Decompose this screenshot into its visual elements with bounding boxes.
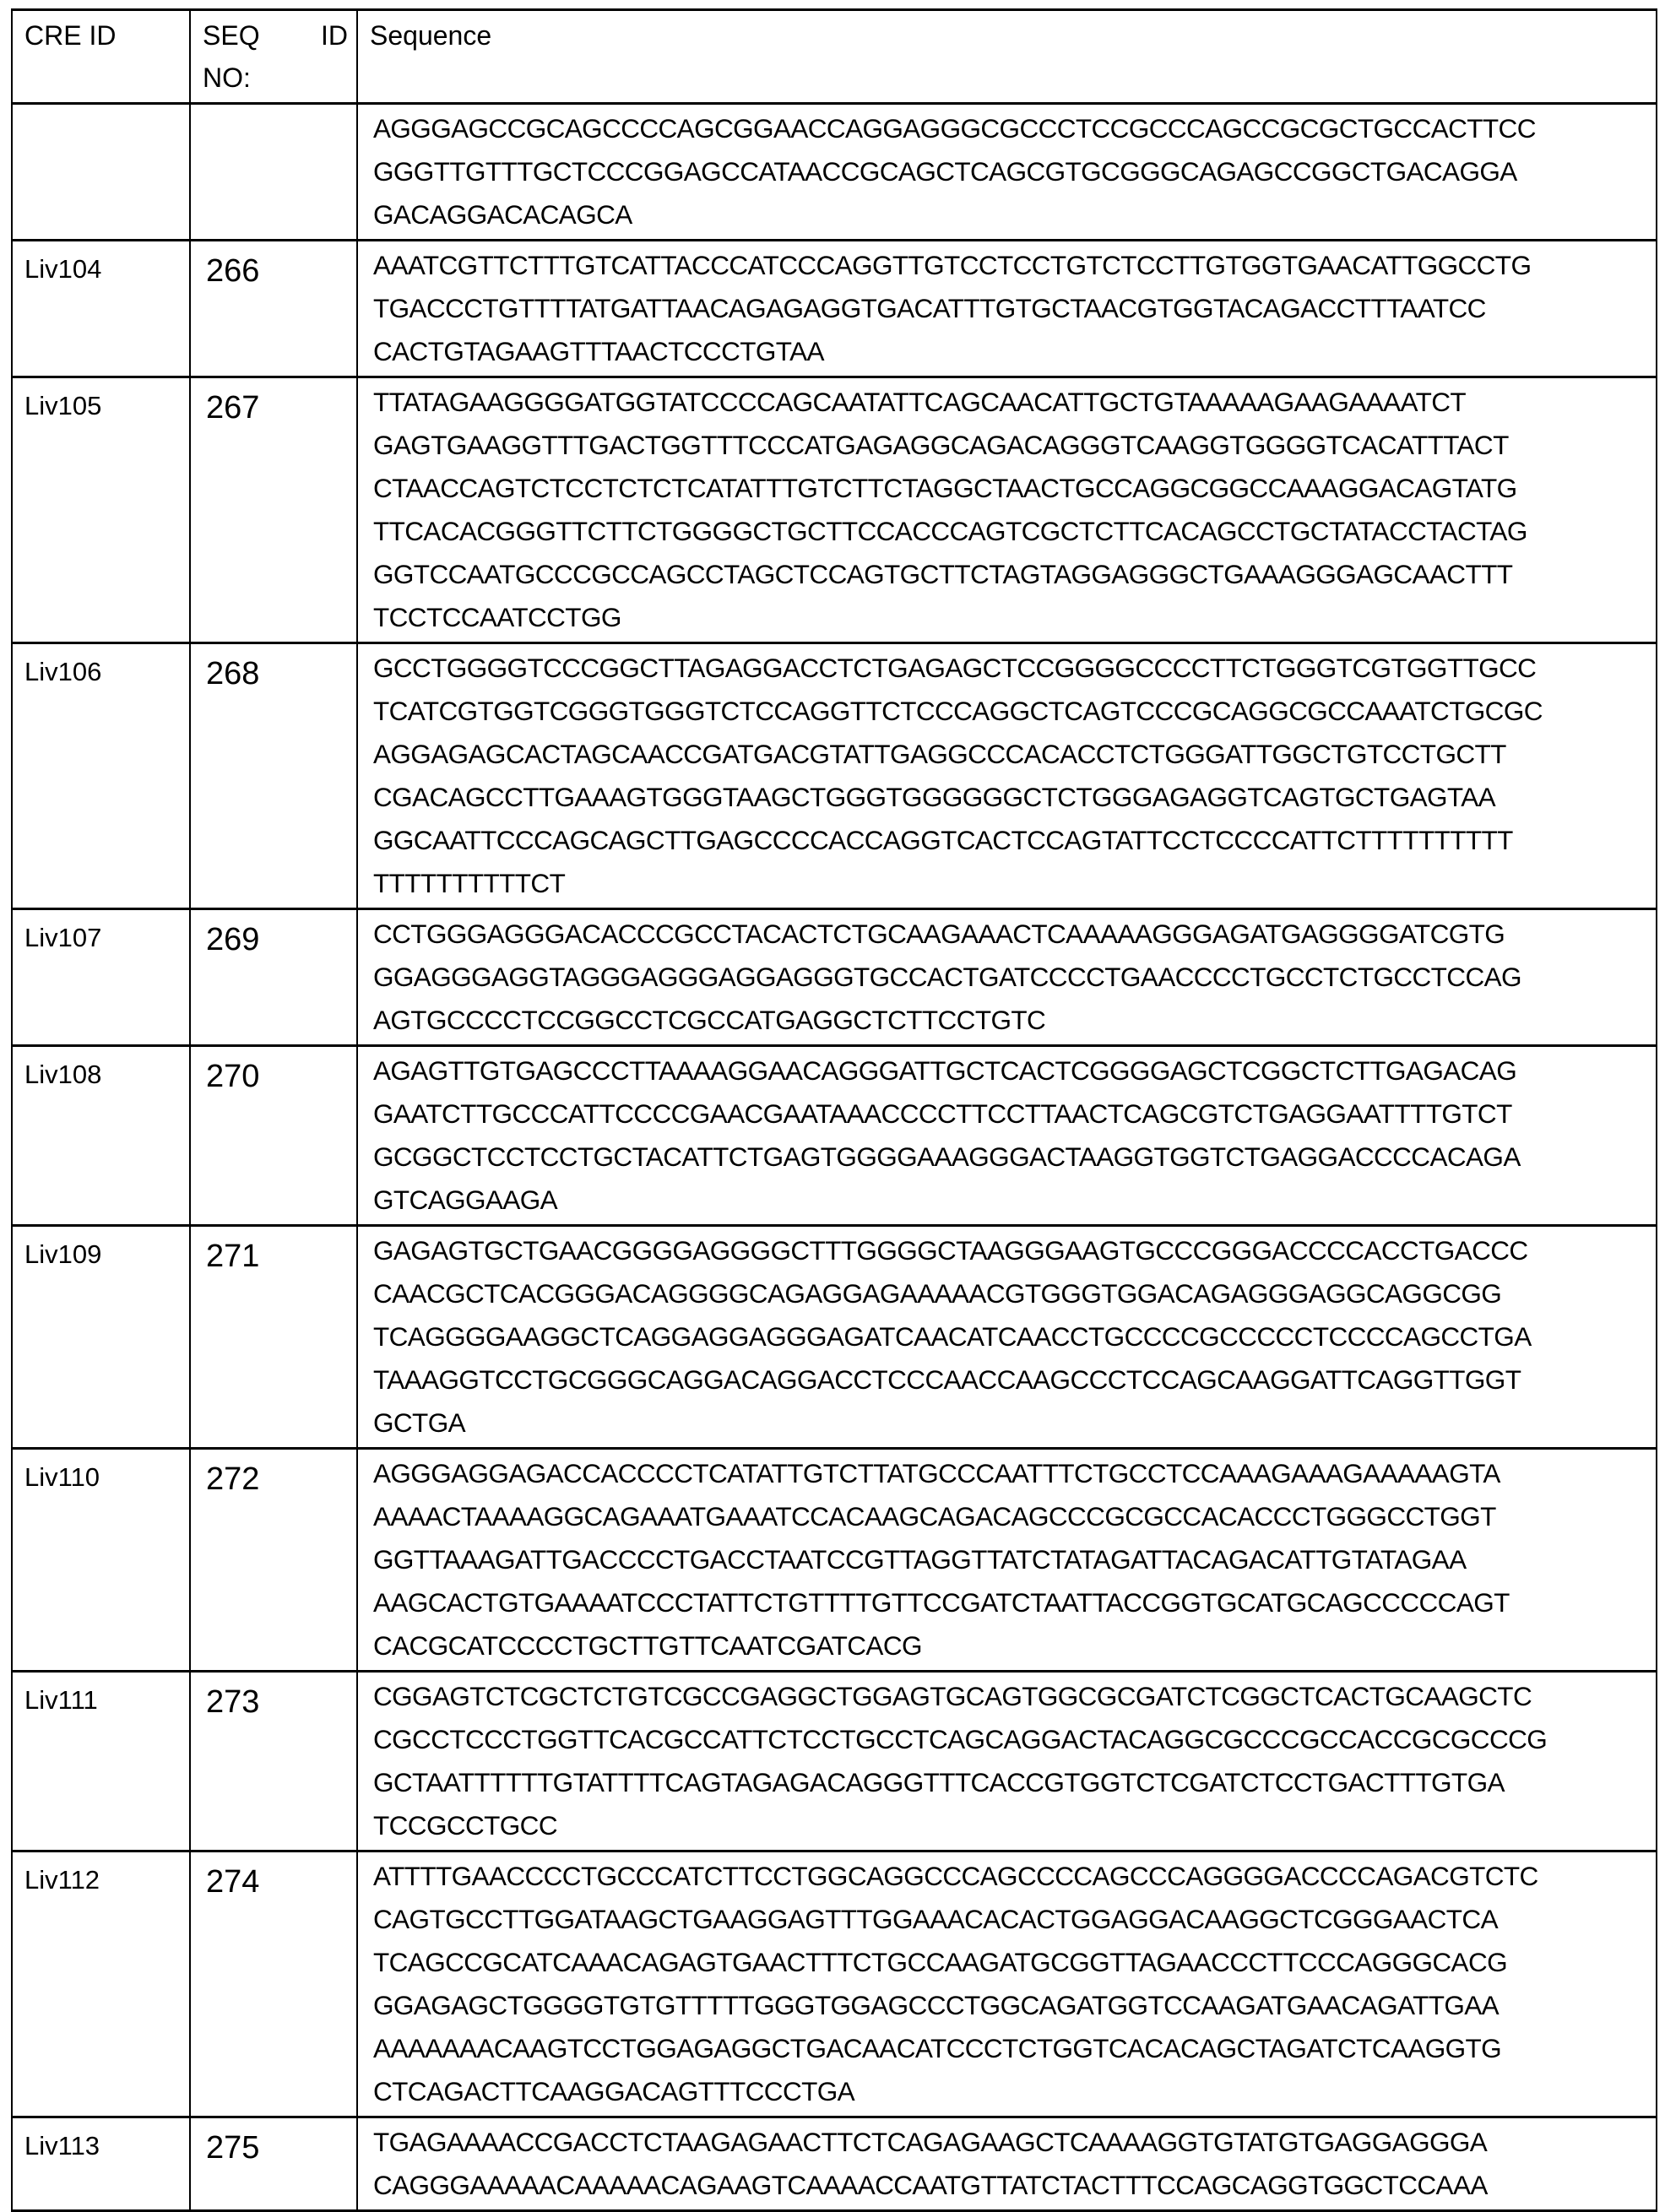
- cre-id-cell: Liv106: [12, 643, 190, 909]
- cre-id-cell: Liv113: [12, 2117, 190, 2211]
- sequence-cell: [357, 1226, 1657, 1449]
- sequence-line: TCATCGTGGTCGGGTGGGTCTCCAGGTTCTCCCAGGCTCAGTCCCGCAGGCGCCAAATCTGCGC: [373, 690, 1647, 733]
- table-header-row: [12, 10, 1657, 104]
- sequence-line: AAGCACTGTGAAAATCCCTATTCTGTTTTGTTCCGATCTAATTACCGGTGCATGCAGCCCCCAGT: [373, 1581, 1647, 1624]
- sequence-line: CGACAGCCTTGAAAGTGGGTAAGCTGGGTGGGGGGCTCTGGGAGAGGTCAGTGCTGAGTAA: [373, 776, 1647, 819]
- sequence-line: GGAGGGAGGTAGGGAGGGAGGAGGGTGCCACTGATCCCCTGAACCCCTGCCTCTGCCTCCAG: [373, 956, 1647, 999]
- header-id-label: ID: [321, 14, 348, 57]
- sequence-cell: [357, 1449, 1657, 1672]
- seq-id-no-cell: 273: [190, 1672, 357, 1851]
- cre-id-cell: Liv104: [12, 241, 190, 377]
- cre-id-cell: Liv107: [12, 909, 190, 1046]
- cre-id-cell: Liv111: [12, 1672, 190, 1851]
- sequence-line: TTATAGAAGGGGATGGTATCCCCAGCAATATTCAGCAACATTGCTGTAAAAAGAAGAAAATCT: [373, 381, 1647, 424]
- cre-id-cell: Liv105: [12, 377, 190, 643]
- sequence-line: GTCAGGAAGA: [373, 1179, 1647, 1222]
- sequence-cell: [357, 1046, 1657, 1226]
- table-row: [12, 643, 1657, 909]
- seq-id-no-cell: 266: [190, 241, 357, 377]
- sequence-line: GCCTGGGGTCCCGGCTTAGAGGACCTCTGAGAGCTCCGGGGCCCCTTCTGGGTCGTGGTTGCC: [373, 647, 1647, 690]
- sequence-line: GGAGAGCTGGGGTGTGTTTTTGGGTGGAGCCCTGGCAGATGGTCCAAGATGAACAGATTGAA: [373, 1984, 1647, 2027]
- sequence-line: CTCAGACTTCAAGGACAGTTTCCCTGA: [373, 2070, 1647, 2113]
- sequence-line: CACTGTAGAAGTTTAACTCCCTGTAA: [373, 330, 1647, 373]
- table-row: [12, 1046, 1657, 1226]
- seq-id-no-cell: 270: [190, 1046, 357, 1226]
- sequence-line: AGTGCCCCTCCGGCCTCGCCATGAGGCTCTTCCTGTC: [373, 999, 1647, 1042]
- header-sequence: Sequence: [357, 10, 1657, 104]
- sequence-line: TGAGAAAACCGACCTCTAAGAGAACTTCTCAGAGAAGCTCAAAAGGTGTATGTGAGGAGGGA: [373, 2121, 1647, 2164]
- cre-id-cell: Liv112: [12, 1851, 190, 2117]
- sequence-line: GAATCTTGCCCATTCCCCGAACGAATAAACCCCTTCCTTAACTCAGCGTCTGAGGAATTTTGTCT: [373, 1092, 1647, 1136]
- seq-id-no-cell: 267: [190, 377, 357, 643]
- sequence-line: CAGGGAAAAACAAAAACAGAAGTCAAAACCAATGTTATCTACTTTCCAGCAGGTGGCTCCAAA: [373, 2164, 1647, 2207]
- sequence-line: TCCGCCTGCC: [373, 1804, 1647, 1847]
- table-row: [12, 1851, 1657, 2117]
- sequence-line: GAGTGAAGGTTTGACTGGTTTCCCATGAGAGGCAGACAGGGTCAAGGTGGGGTCACATTTACT: [373, 424, 1647, 467]
- header-seq-id-no: [190, 10, 357, 104]
- sequence-cell: [357, 643, 1657, 909]
- seq-id-no-cell: 271: [190, 1226, 357, 1449]
- seq-id-no-cell: 274: [190, 1851, 357, 2117]
- sequence-line: GCGGCTCCTCCTGCTACATTCTGAGTGGGGAAAGGGACTAAGGTGGTCTGAGGACCCCACAGA: [373, 1136, 1647, 1179]
- cre-id-cell: Liv109: [12, 1226, 190, 1449]
- seq-id-no-cell: [190, 104, 357, 241]
- sequence-cell: [357, 2117, 1657, 2211]
- sequence-line: GACAGGACACAGCA: [373, 193, 1647, 236]
- sequence-cell: [357, 1851, 1657, 2117]
- table-row: [12, 104, 1657, 241]
- sequence-line: CGGAGTCTCGCTCTGTCGCCGAGGCTGGAGTGCAGTGGCGCGATCTCGGCTCACTGCAAGCTC: [373, 1675, 1647, 1718]
- sequence-line: TGACCCTGTTTTATGATTAACAGAGAGGTGACATTTGTGCTAACGTGGTACAGACCTTTAATCC: [373, 287, 1647, 330]
- table-row: [12, 377, 1657, 643]
- sequence-line: AAATCGTTCTTTGTCATTACCCATCCCAGGTTGTCCTCCTGTCTCCTTGTGGTGAACATTGGCCTG: [373, 244, 1647, 287]
- sequence-line: TCAGGGGAAGGCTCAGGAGGAGGGAGATCAACATCAACCTGCCCCGCCCCCTCCCCAGCCTGA: [373, 1315, 1647, 1358]
- header-cre-id: CRE ID: [12, 10, 190, 104]
- sequence-cell: [357, 377, 1657, 643]
- sequence-line: TAAAGGTCCTGCGGGCAGGACAGGACCTCCCAACCAAGCCCTCCAGCAAGGATTCAGGTTGGT: [373, 1358, 1647, 1401]
- sequence-cell: [357, 909, 1657, 1046]
- cre-id-cell: Liv108: [12, 1046, 190, 1226]
- sequence-line: AGGGAGCCGCAGCCCCAGCGGAACCAGGAGGGCGCCCTCCGCCCAGCCGCGCTGCCACTTCC: [373, 107, 1647, 150]
- table-row: [12, 1226, 1657, 1449]
- seq-id-no-cell: 269: [190, 909, 357, 1046]
- sequence-cell: [357, 241, 1657, 377]
- header-no-label: NO:: [203, 57, 348, 99]
- table-row: [12, 1449, 1657, 1672]
- seq-id-no-cell: 268: [190, 643, 357, 909]
- sequence-line: GGGTTGTTTGCTCCCGGAGCCATAACCGCAGCTCAGCGTGCGGGCAGAGCCGGCTGACAGGA: [373, 150, 1647, 193]
- sequence-line: CGCCTCCCTGGTTCACGCCATTCTCCTGCCTCAGCAGGACTACAGGCGCCCGCCACCGCGCCCG: [373, 1718, 1647, 1761]
- table-row: [12, 241, 1657, 377]
- sequence-line: AGGAGAGCACTAGCAACCGATGACGTATTGAGGCCCACACCTCTGGGATTGGCTGTCCTGCTT: [373, 733, 1647, 776]
- sequence-line: AGAGTTGTGAGCCCTTAAAAGGAACAGGGATTGCTCACTCGGGGAGCTCGGCTCTTGAGACAG: [373, 1049, 1647, 1092]
- sequence-line: GAGAGTGCTGAACGGGGAGGGGCTTTGGGGCTAAGGGAAGTGCCCGGGACCCCACCTGACCC: [373, 1229, 1647, 1272]
- seq-id-no-cell: 272: [190, 1449, 357, 1672]
- sequence-line: CAGTGCCTTGGATAAGCTGAAGGAGTTTGGAAACACACTGGAGGACAAGGCTCGGGAACTCA: [373, 1898, 1647, 1941]
- table-row: [12, 2117, 1657, 2211]
- sequence-line: AGGGAGGAGACCACCCCTCATATTGTCTTATGCCCAATTTCTGCCTCCAAAGAAAGAAAAAGTA: [373, 1452, 1647, 1495]
- sequence-line: AAAACTAAAAGGCAGAAATGAAATCCACAAGCAGACAGCCCGCGCCACACCCTGGGCCTGGT: [373, 1495, 1647, 1538]
- sequence-line: CAACGCTCACGGGACAGGGGCAGAGGAGAAAAACGTGGGTGGACAGAGGGAGGCAGGCGG: [373, 1272, 1647, 1315]
- sequence-line: CCTGGGAGGGACACCCGCCTACACTCTGCAAGAAACTCAAAAAGGGAGATGAGGGGATCGTG: [373, 913, 1647, 956]
- table-row: [12, 1672, 1657, 1851]
- sequence-table: [11, 8, 1657, 2212]
- seq-id-no-cell: 275: [190, 2117, 357, 2211]
- cre-id-cell: Liv110: [12, 1449, 190, 1672]
- sequence-line: GCTGA: [373, 1401, 1647, 1445]
- sequence-line: CTAACCAGTCTCCTCTCTCATATTTGTCTTCTAGGCTAACTGCCAGGCGGCCAAAGGACAGTATG: [373, 467, 1647, 510]
- sequence-line: TCCTCCAATCCTGG: [373, 596, 1647, 639]
- sequence-line: GGCAATTCCCAGCAGCTTGAGCCCCACCAGGTCACTCCAGTATTCCTCCCCATTCTTTTTTTTTT: [373, 819, 1647, 862]
- sequence-line: ATTTTGAACCCCTGCCCATCTTCCTGGCAGGCCCAGCCCCAGCCCAGGGGACCCCAGACGTCTC: [373, 1855, 1647, 1898]
- sequence-line: CACGCATCCCCTGCTTGTTCAATCGATCACG: [373, 1624, 1647, 1667]
- sequence-line: GGTTAAAGATTGACCCCTGACCTAATCCGTTAGGTTATCTATAGATTACAGACATTGTATAGAA: [373, 1538, 1647, 1581]
- sequence-cell: [357, 104, 1657, 241]
- sequence-cell: [357, 1672, 1657, 1851]
- cre-id-cell: [12, 104, 190, 241]
- sequence-line: TTCACACGGGTTCTTCTGGGGCTGCTTCCACCCAGTCGCTCTTCACAGCCTGCTATACCTACTAG: [373, 510, 1647, 553]
- sequence-line: AAAAAAACAAGTCCTGGAGAGGCTGACAACATCCCTCTGGTCACACAGCTAGATCTCAAGGTG: [373, 2027, 1647, 2070]
- header-seq-label: SEQ: [203, 14, 260, 57]
- sequence-line: TTTTTTTTTTCT: [373, 862, 1647, 905]
- table-row: [12, 909, 1657, 1046]
- sequence-line: GGTCCAATGCCCGCCAGCCTAGCTCCAGTGCTTCTAGTAGGAGGGCTGAAAGGGAGCAACTTT: [373, 553, 1647, 596]
- sequence-line: TCAGCCGCATCAAACAGAGTGAACTTTCTGCCAAGATGCGGTTAGAACCCTTCCCAGGGCACG: [373, 1941, 1647, 1984]
- sequence-line: GCTAATTTTTTGTATTTTCAGTAGAGACAGGGTTTCACCGTGGTCTCGATCTCCTGACTTTGTGA: [373, 1761, 1647, 1804]
